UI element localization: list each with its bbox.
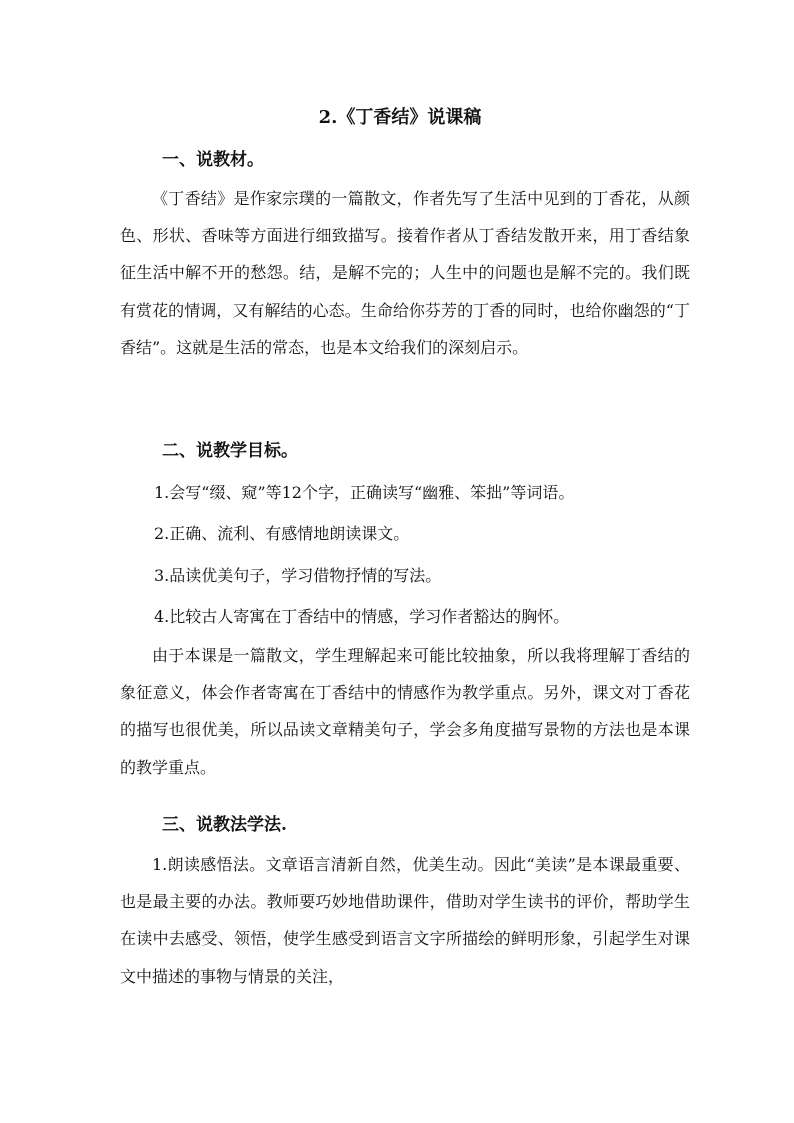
section-heading-teaching-material: 一、说教材。	[162, 150, 264, 170]
document-title: 2.《丁香结》说课稿	[318, 107, 482, 128]
goal-item-2: 2.正确、流利、有感情地朗读课文。	[154, 524, 410, 543]
goal-item-1: 1.会写“缀、窥”等12个字，正确读写“幽雅、笨拙”等词语。	[154, 483, 575, 502]
goal-item-3: 3.品读优美句子，学习借物抒情的写法。	[154, 566, 442, 585]
section-heading-teaching-goals: 二、说教学目标。	[162, 441, 298, 461]
goal-item-4: 4.比较古人寄寓在丁香结中的情感，学习作者豁达的胸怀。	[154, 607, 570, 626]
paragraph-reading-method: 1.朗读感悟法。文章语言清新自然，优美生动。因此“美读”是本课最重要、也是最主要的办法。教师要巧妙地借助课件，借助对学生读书的评价，帮助学生在读中去感受、领悟，使学生感受到语言文字所描绘的鲜明形象，引起学生对课文中描述的事物与情景的关注，	[120, 855, 690, 986]
paragraph-teaching-material: 《丁香结》是作家宗璞的一篇散文，作者先写了生活中见到的丁香花，从颜色、形状、香味等方面进行细致描写。接着作者从丁香结发散开来，用丁香结象征生活中解不开的愁怨。结，是解不完的；人生中的问题也是解不完的。我们既有赏花的情调，又有解结的心态。生命给你芬芳的丁香的同时，也给你幽怨的“丁香结”。这就是生活的常态，也是本文给我们的深刻启示。	[120, 189, 690, 357]
section-heading-teaching-methods: 三、说教法学法.	[162, 815, 287, 835]
paragraph-teaching-focus: 由于本课是一篇散文，学生理解起来可能比较抽象，所以我将理解丁香结的象征意义，体会作者寄寓在丁香结中的情感作为教学重点。另外，课文对丁香花的描写也很优美，所以品读文章精美句子，学会多角度描写景物的方法也是本课的教学重点。	[120, 646, 690, 777]
